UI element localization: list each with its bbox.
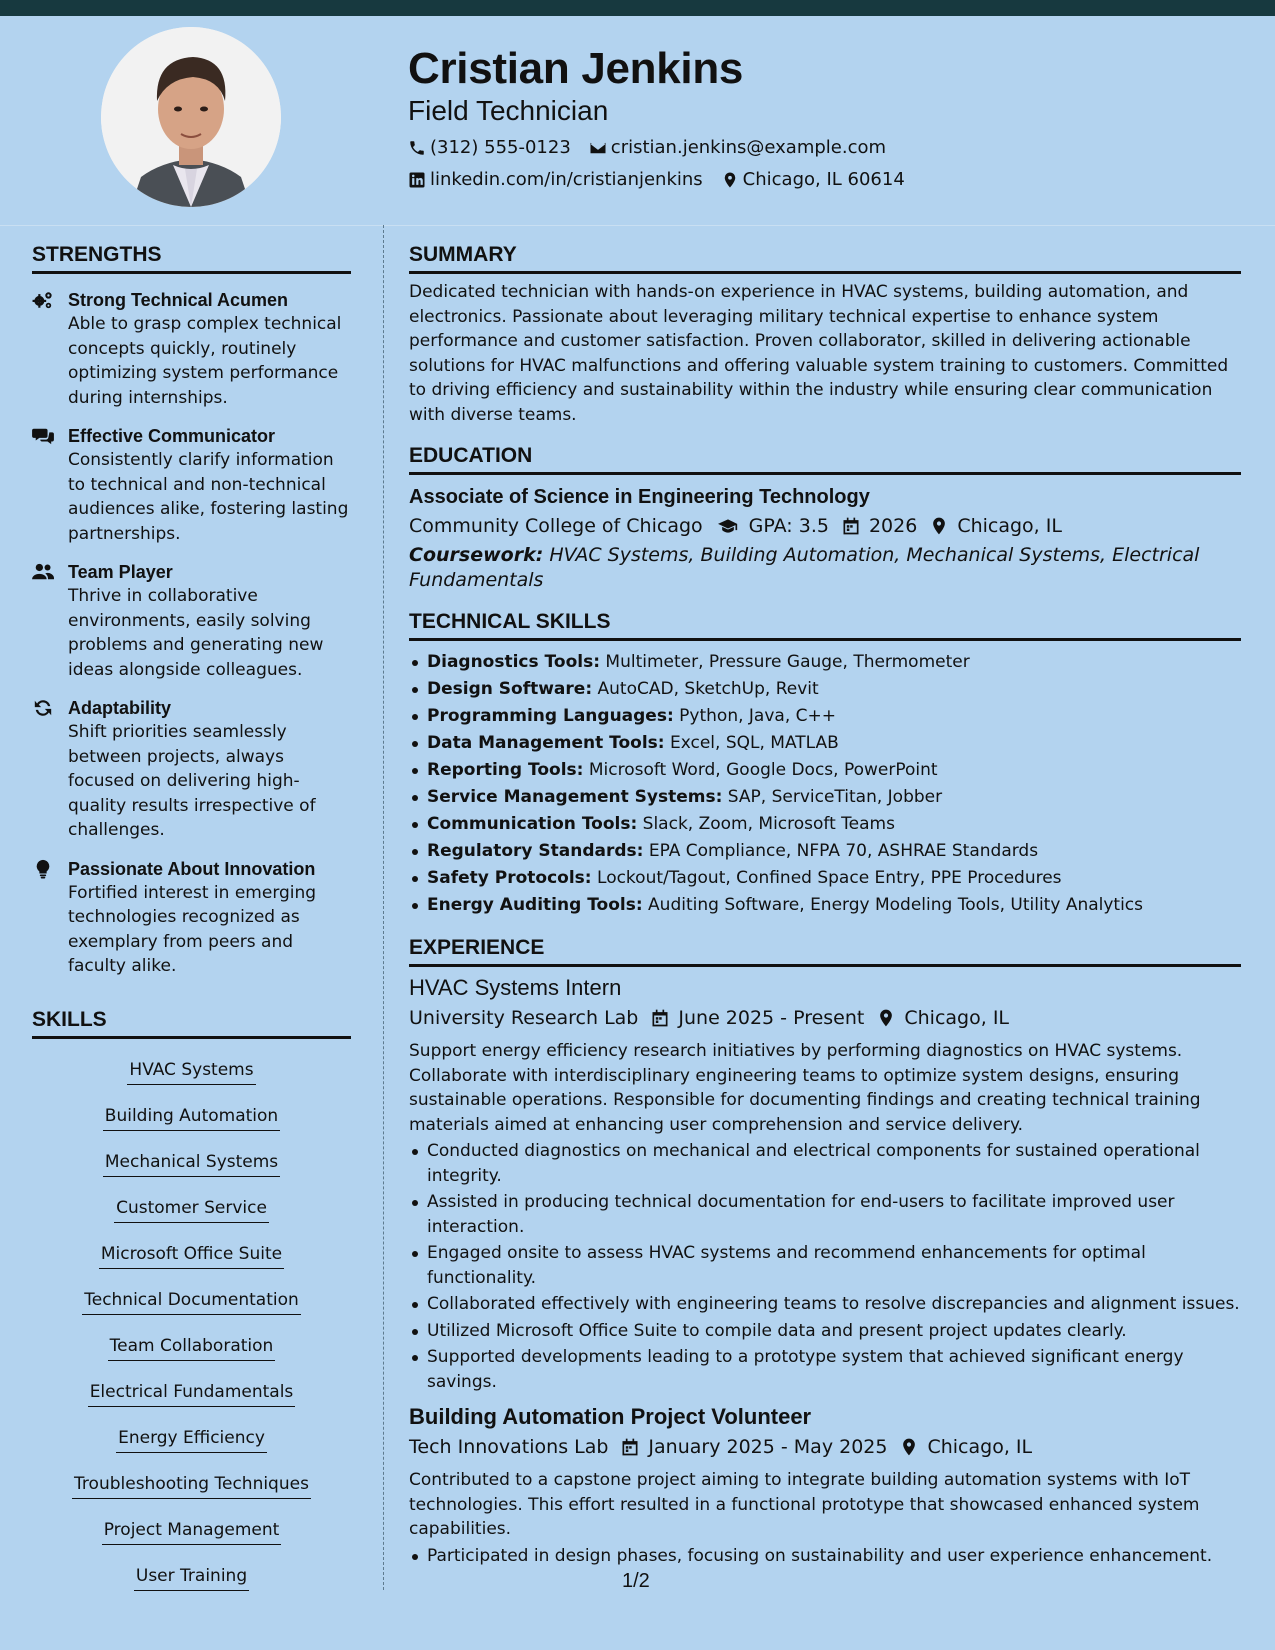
contact-row-2 — [408, 168, 1248, 192]
list-item: Collaborated effectively with engineering teams to resolve discrepancies and alignment issues. — [409, 1292, 1241, 1317]
skills-heading: SKILLS — [32, 1005, 351, 1039]
list-item: Participated in design phases, focusing on sustainability and user experience enhancement. — [409, 1544, 1241, 1569]
profile-photo — [101, 27, 281, 207]
job-location: Chicago, IL — [904, 1007, 1010, 1029]
skill-values: Excel, SQL, MATLAB — [670, 733, 839, 753]
right-column — [409, 240, 1241, 1582]
email-text: cristian.jenkins@example.com — [610, 137, 887, 158]
map-marker-icon — [929, 516, 949, 536]
degree-title: Associate of Science in Engineering Technology — [409, 486, 870, 508]
technical-skills-list — [409, 649, 1241, 919]
skill-values: Multimeter, Pressure Gauge, Thermometer — [605, 652, 970, 672]
list-item: Engaged onsite to assess HVAC systems and recommend enhancements for optimal functionality. — [409, 1241, 1241, 1290]
calendar-icon — [650, 1008, 670, 1028]
skill-tag: Technical Documentation — [82, 1283, 301, 1315]
skill-tag: Project Management — [102, 1513, 282, 1545]
skill-values: EPA Compliance, NFPA 70, ASHRAE Standards — [648, 841, 1039, 861]
technical-skills-heading: TECHNICAL SKILLS — [409, 607, 1241, 641]
strength-desc: Shift priorities seamlessly between projects, always focused on delivering high-quality results irrespective of challenges. — [68, 722, 316, 840]
skill-tag: HVAC Systems — [127, 1053, 255, 1085]
contact-row-1 — [408, 136, 1248, 160]
strength-item — [32, 424, 351, 546]
summary-heading: SUMMARY — [409, 240, 1241, 274]
list-item — [409, 892, 1241, 919]
list-item — [409, 784, 1241, 811]
phone-contact[interactable] — [408, 136, 571, 160]
skill-category: Safety Protocols: — [427, 868, 592, 888]
skill-category: Regulatory Standards: — [427, 841, 644, 861]
education-meta — [409, 511, 1241, 541]
column-divider — [383, 225, 384, 1590]
envelope-icon — [589, 139, 607, 157]
list-item — [409, 838, 1241, 865]
location-contact — [721, 168, 905, 192]
job-dates: June 2025 - Present — [678, 1007, 865, 1029]
skill-tag: User Training — [134, 1559, 249, 1591]
experience-section — [409, 933, 1241, 1568]
sync-icon — [32, 698, 54, 718]
list-item — [409, 757, 1241, 784]
candidate-title: Field Technician — [408, 95, 609, 126]
skill-values: Microsoft Word, Google Docs, PowerPoint — [588, 760, 938, 780]
phone-icon — [408, 139, 426, 157]
skill-category: Design Software: — [427, 679, 593, 699]
school-location: Chicago, IL — [957, 515, 1062, 537]
list-item — [409, 730, 1241, 757]
job-org: University Research Lab — [409, 1007, 639, 1029]
skill-tag: Electrical Fundamentals — [88, 1375, 296, 1407]
skill-values: Slack, Zoom, Microsoft Teams — [642, 814, 895, 834]
skill-values: Python, Java, C++ — [679, 706, 836, 726]
candidate-name: Cristian Jenkins — [408, 44, 744, 93]
job-location: Chicago, IL — [927, 1436, 1033, 1458]
map-marker-icon — [876, 1008, 896, 1028]
education-heading: EDUCATION — [409, 441, 1241, 475]
list-item: Utilized Microsoft Office Suite to compile data and present project updates clearly. — [409, 1319, 1241, 1344]
page-number: 1/2 — [622, 1570, 650, 1592]
skill-category: Programming Languages: — [427, 706, 674, 726]
list-item: Conducted diagnostics on mechanical and electrical components for sustained operational integrity. — [409, 1139, 1241, 1188]
summary-text: Dedicated technician with hands-on experience in HVAC systems, building automation, and electronics. Passionate about leveraging military technical expertise to enhance system performance and customer satisfaction. Proven collaborator, skilled in delivering actionable solutions for HVAC malfunctions and offering valuable system training to customers. Committed to driving efficiency and sustainability within the industry while ensuring clear communication with diverse teams. — [409, 282, 1229, 425]
linkedin-icon — [408, 171, 426, 189]
left-column — [32, 240, 351, 1599]
job-dates: January 2025 - May 2025 — [648, 1436, 888, 1458]
phone-text: (312) 555-0123 — [430, 137, 571, 158]
job-description: Support energy efficiency research initiatives by performing diagnostics on HVAC systems. Collaborate with interdisciplinary engineering teams to optimize system designs, ensuring sustainable operations. Responsible for documenting findings and creating technical training materials aimed at enhancing user comprehension and service delivery. — [409, 1041, 1201, 1135]
map-marker-icon — [721, 171, 739, 189]
linkedin-contact[interactable] — [408, 168, 703, 192]
header-divider — [0, 225, 1275, 226]
summary-section — [409, 240, 1241, 427]
coursework-text: HVAC Systems, Building Automation, Mechanical Systems, Electrical Fundamentals — [409, 544, 1200, 591]
skill-tag: Customer Service — [114, 1191, 269, 1223]
strength-item — [32, 560, 351, 682]
education-section — [409, 441, 1241, 593]
job-role: Building Automation Project Volunteer — [409, 1404, 812, 1429]
calendar-icon — [841, 516, 861, 536]
strength-item — [32, 288, 351, 410]
linkedin-text: linkedin.com/in/cristianjenkins — [430, 169, 703, 190]
strength-item — [32, 696, 351, 843]
skill-category: Data Management Tools: — [427, 733, 665, 753]
skill-category: Diagnostics Tools: — [427, 652, 600, 672]
experience-heading: EXPERIENCE — [409, 933, 1241, 967]
list-item — [409, 676, 1241, 703]
grad-year: 2026 — [868, 515, 918, 537]
strength-desc: Thrive in collaborative environments, easily solving problems and generating new ideas alongside colleagues. — [68, 586, 324, 680]
strength-desc: Consistently clarify information to technical and non-technical audiences alike, fostering lasting partnerships. — [68, 450, 349, 544]
gears-icon — [32, 290, 54, 310]
strength-title: Strong Technical Acumen — [68, 290, 289, 310]
job-meta — [409, 1003, 1241, 1033]
list-item: Supported developments leading to a prototype system that achieved significant energy savings. — [409, 1345, 1241, 1394]
strength-title: Team Player — [68, 562, 173, 582]
skill-category: Communication Tools: — [427, 814, 638, 834]
job-role: HVAC Systems Intern — [409, 975, 622, 1000]
skill-values: Lockout/Tagout, Confined Space Entry, PPE Procedures — [597, 868, 1062, 888]
list-item: Assisted in producing technical documentation for end-users to facilitate improved user interaction. — [409, 1190, 1241, 1239]
list-item — [409, 865, 1241, 892]
job-org: Tech Innovations Lab — [409, 1436, 609, 1458]
skill-tag: Troubleshooting Techniques — [72, 1467, 311, 1499]
list-item — [409, 703, 1241, 730]
resume-header — [408, 40, 1248, 192]
skill-tag: Team Collaboration — [108, 1329, 276, 1361]
strengths-heading: STRENGTHS — [32, 240, 351, 274]
skill-category: Reporting Tools: — [427, 760, 584, 780]
job-meta — [409, 1432, 1241, 1462]
comments-icon — [32, 426, 54, 446]
calendar-icon — [620, 1437, 640, 1457]
list-item — [409, 649, 1241, 676]
skills-list — [32, 1047, 351, 1599]
strength-title: Passionate About Innovation — [68, 858, 316, 879]
strength-item — [32, 857, 351, 979]
skill-values: AutoCAD, SketchUp, Revit — [597, 679, 819, 699]
skill-values: Auditing Software, Energy Modeling Tools, Utility Analytics — [648, 895, 1144, 915]
job-bullets — [409, 1139, 1241, 1394]
skill-tag: Microsoft Office Suite — [99, 1237, 284, 1269]
location-text: Chicago, IL 60614 — [742, 169, 905, 190]
graduation-cap-icon — [715, 516, 741, 536]
coursework — [409, 543, 1241, 593]
list-item — [409, 811, 1241, 838]
top-bar — [0, 0, 1275, 16]
skill-category: Energy Auditing Tools: — [427, 895, 643, 915]
lightbulb-icon — [32, 859, 54, 879]
coursework-label: Coursework: — [409, 544, 544, 566]
skill-tag: Building Automation — [103, 1099, 280, 1131]
users-icon — [32, 562, 54, 582]
email-contact[interactable] — [589, 136, 886, 160]
skill-tag: Energy Efficiency — [116, 1421, 267, 1453]
gpa-text: GPA: 3.5 — [748, 515, 829, 537]
portrait-image — [101, 27, 281, 207]
job-description: Contributed to a capstone project aiming to integrate building automation systems with IoT technologies. This effort resulted in a functional prototype that showcased enhanced system capabilities. — [409, 1470, 1200, 1539]
school-name: Community College of Chicago — [409, 515, 703, 537]
skill-tag: Mechanical Systems — [103, 1145, 280, 1177]
strength-desc: Able to grasp complex technical concepts quickly, routinely optimizing system performance during internships. — [68, 314, 342, 408]
strength-desc: Fortified interest in emerging technologies recognized as exemplary from peers and faculty alike. — [68, 882, 317, 976]
job-bullets — [409, 1544, 1241, 1569]
skill-category: Service Management Systems: — [427, 787, 723, 807]
strength-title: Adaptability — [68, 698, 172, 718]
map-marker-icon — [899, 1437, 919, 1457]
strength-title: Effective Communicator — [68, 426, 276, 446]
skill-values: SAP, ServiceTitan, Jobber — [727, 787, 943, 807]
technical-skills-section — [409, 607, 1241, 919]
